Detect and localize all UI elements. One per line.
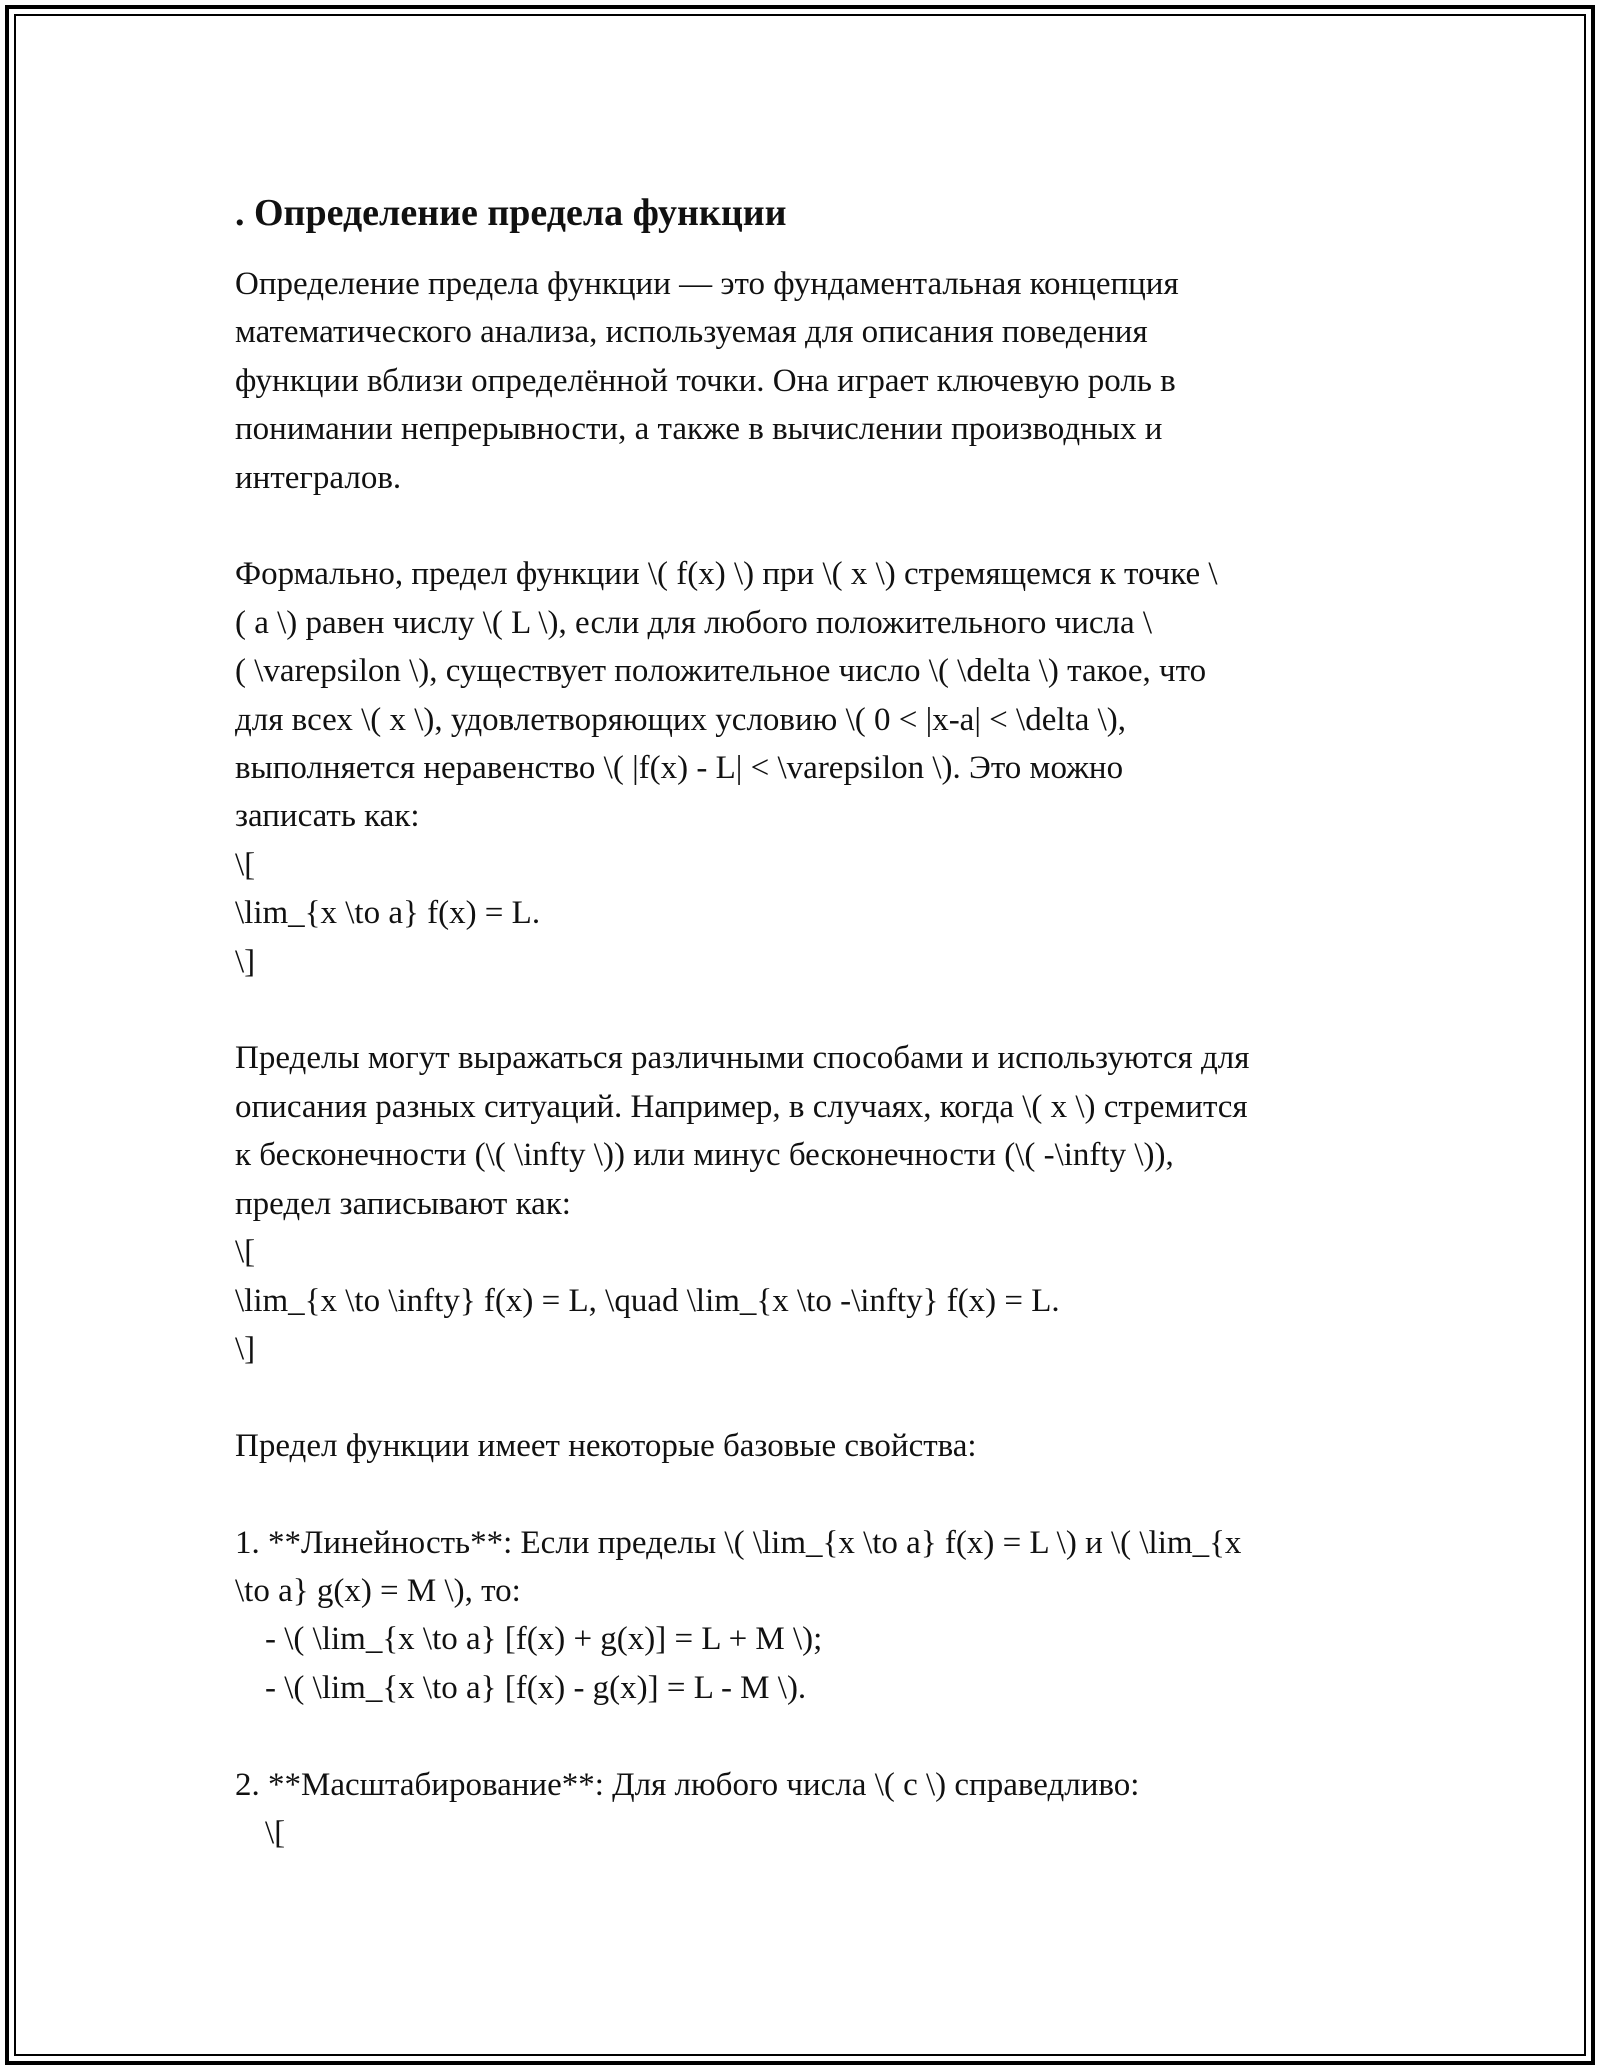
formula-line: \lim_{x \to a} f(x) = L. bbox=[235, 895, 541, 932]
text-line: 1. **Линейность**: Если пределы \( \lim_{x \to a} f(x) = L \) и \( \lim_{x bbox=[235, 1524, 1242, 1561]
paragraph-gap bbox=[235, 1470, 1395, 1518]
text-line: Формально, предел функции \( f(x) \) при \( x \) стремящемся к точке \ bbox=[235, 556, 1218, 593]
text-line: выполняется неравенство \( |f(x) - L| < \varepsilon \). Это можно bbox=[235, 750, 1124, 787]
text-line: к бесконечности (\( \infty \)) или минус бесконечности (\( -\infty \)), bbox=[235, 1137, 1174, 1174]
text-line: Предел функции имеет некоторые базовые свойства: bbox=[235, 1427, 977, 1464]
sub-list-item: - \( \lim_{x \to a} [f(x) + g(x)] = L + M \); bbox=[265, 1621, 823, 1658]
paragraph-properties-intro bbox=[235, 1422, 1395, 1470]
formula-line: \[ bbox=[235, 846, 256, 883]
paragraph-gap bbox=[235, 1373, 1395, 1421]
paragraph-intro bbox=[235, 260, 1395, 502]
text-line: предел записывают как: bbox=[235, 1185, 571, 1222]
text-line: ( \varepsilon \), существует положительное число \( \delta \) такое, что bbox=[235, 653, 1207, 690]
text-line: интегралов. bbox=[235, 459, 402, 496]
formula-line: \[ bbox=[235, 1234, 256, 1271]
formula-line: \] bbox=[235, 1330, 256, 1367]
text-line: ( a \) равен числу \( L \), если для любого положительного числа \ bbox=[235, 604, 1153, 641]
document-page bbox=[235, 188, 1395, 1857]
text-line: математического анализа, используемая для описания поведения bbox=[235, 314, 1148, 351]
formula-line: \lim_{x \to \infty} f(x) = L, \quad \lim_{x \to -\infty} f(x) = L. bbox=[235, 1282, 1060, 1319]
text-line: описания разных ситуаций. Например, в случаях, когда \( x \) стремится bbox=[235, 1088, 1248, 1125]
text-line: Пределы могут выражаться различными способами и используются для bbox=[235, 1040, 1250, 1077]
text-line: функции вблизи определённой точки. Она играет ключевую роль в bbox=[235, 362, 1176, 399]
paragraph-gap bbox=[235, 502, 1395, 550]
formula-line: \[ bbox=[265, 1814, 286, 1851]
text-line: для всех \( x \), удовлетворяющих условию \( 0 < |x-a| < \delta \), bbox=[235, 701, 1126, 738]
text-line: Определение предела функции — это фундаментальная концепция bbox=[235, 266, 1179, 302]
list-item-scaling bbox=[235, 1761, 1395, 1858]
text-line: записать как: bbox=[235, 798, 420, 835]
paragraph-formal-definition bbox=[235, 550, 1395, 986]
text-line: \to a} g(x) = M \), то: bbox=[235, 1572, 521, 1609]
text-line: понимании непрерывности, а также в вычислении производных и bbox=[235, 411, 1163, 448]
formula-line: \] bbox=[235, 943, 256, 980]
paragraph-gap bbox=[235, 986, 1395, 1034]
sub-list-item: - \( \lim_{x \to a} [f(x) - g(x)] = L - M \). bbox=[265, 1669, 807, 1706]
list-item-linearity bbox=[235, 1519, 1395, 1713]
paragraph-gap bbox=[235, 1712, 1395, 1760]
section-heading: . Определение предела функции bbox=[235, 192, 787, 234]
text-line: 2. **Масштабирование**: Для любого числа \( c \) справедливо: bbox=[235, 1766, 1140, 1803]
paragraph-infinity-limits bbox=[235, 1034, 1395, 1373]
